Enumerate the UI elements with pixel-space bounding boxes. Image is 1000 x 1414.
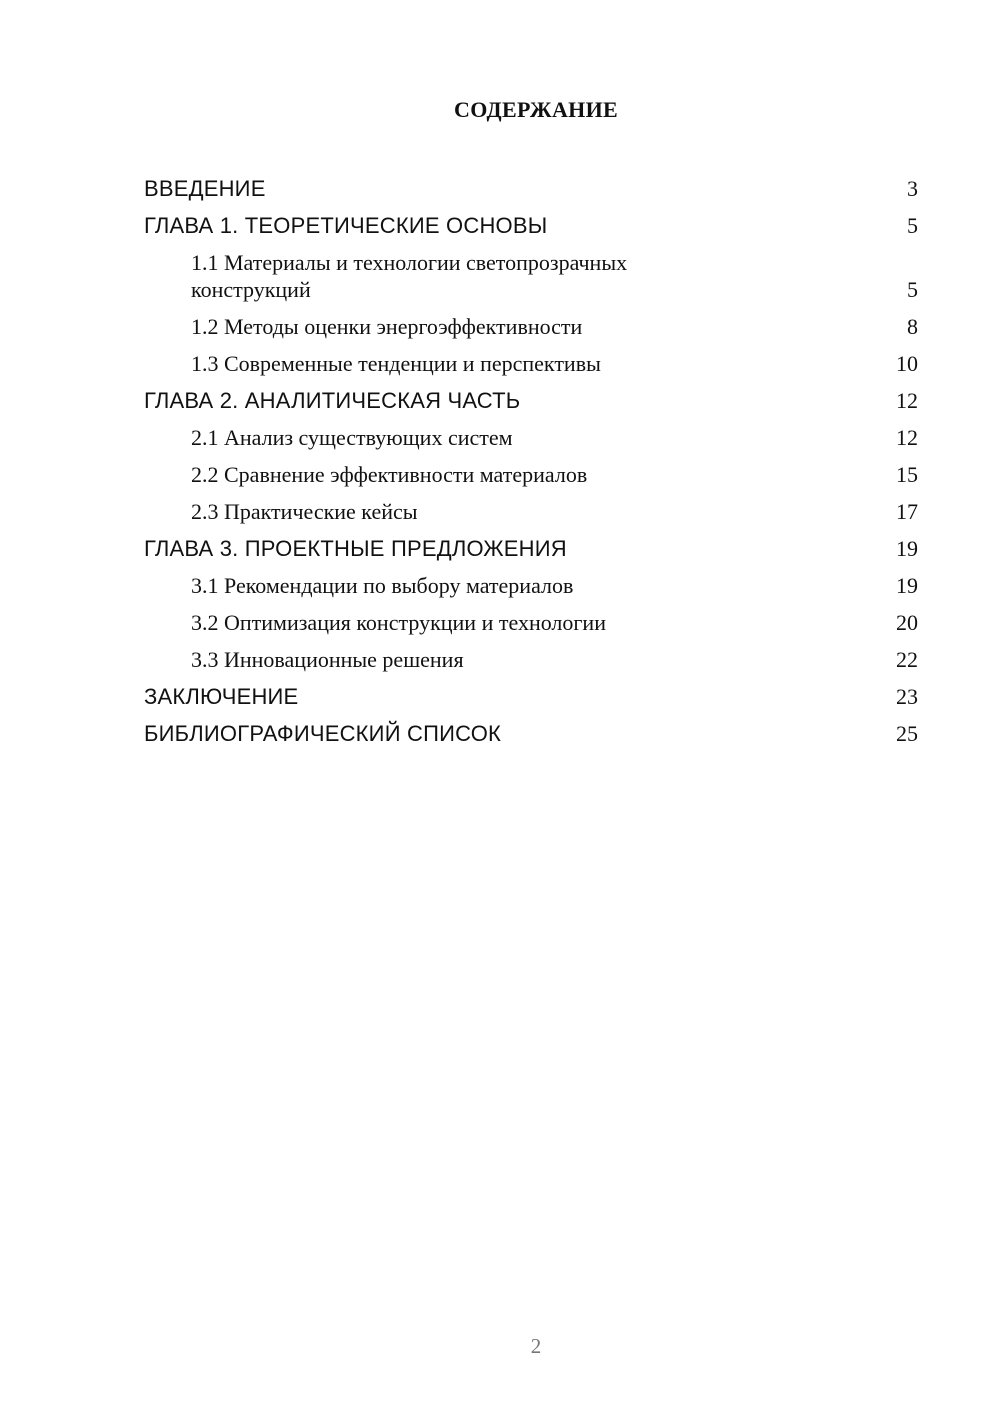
toc-entry[interactable] bbox=[144, 641, 918, 678]
toc-entry-label: 1.1 Материалы и технологии светопрозрачных конструкций bbox=[191, 250, 628, 302]
toc-entry-page: 3 bbox=[907, 176, 918, 201]
toc-entry-label: 1.3 Современные тенденции и перспективы bbox=[191, 351, 601, 376]
toc-entry-label: 1.2 Методы оценки энергоэффективности bbox=[191, 314, 583, 339]
toc-entry[interactable] bbox=[144, 170, 918, 207]
toc-entry[interactable] bbox=[144, 530, 918, 567]
toc-entry-page: 25 bbox=[896, 721, 918, 746]
toc-entry[interactable] bbox=[144, 345, 918, 382]
toc-entry-page: 19 bbox=[896, 573, 918, 598]
toc-entry[interactable] bbox=[144, 567, 918, 604]
toc-entry-page: 5 bbox=[907, 277, 918, 302]
page-number: 2 bbox=[530, 1334, 542, 1358]
toc-entry[interactable] bbox=[144, 382, 918, 419]
toc-entry-label: ГЛАВА 1. ТЕОРЕТИЧЕСКИЕ ОСНОВЫ bbox=[144, 213, 548, 238]
toc-entry-label: ГЛАВА 3. ПРОЕКТНЫЕ ПРЕДЛОЖЕНИЯ bbox=[144, 536, 567, 561]
toc-entry[interactable] bbox=[144, 456, 918, 493]
toc-entry-label: БИБЛИОГРАФИЧЕСКИЙ СПИСОК bbox=[144, 721, 502, 746]
toc-entry-page: 8 bbox=[907, 314, 918, 339]
toc-entry[interactable] bbox=[144, 244, 918, 308]
toc-entry-label: ВВЕДЕНИЕ bbox=[144, 176, 266, 201]
toc-entry-page: 12 bbox=[896, 388, 918, 413]
page-title: СОДЕРЖАНИЕ bbox=[454, 97, 618, 122]
toc-entry[interactable] bbox=[144, 493, 918, 530]
table-of-contents bbox=[144, 170, 918, 752]
toc-entry-label: 3.1 Рекомендации по выбору материалов bbox=[191, 573, 574, 598]
toc-entry-page: 5 bbox=[907, 213, 918, 238]
toc-entry[interactable] bbox=[144, 207, 918, 244]
toc-entry-label: 2.1 Анализ существующих систем bbox=[191, 425, 513, 450]
toc-entry-page: 22 bbox=[896, 647, 918, 672]
toc-entry[interactable] bbox=[144, 715, 918, 752]
toc-entry[interactable] bbox=[144, 604, 918, 641]
toc-entry-page: 17 bbox=[896, 499, 918, 524]
toc-entry-label: ЗАКЛЮЧЕНИЕ bbox=[144, 684, 299, 709]
toc-entry-page: 10 bbox=[896, 351, 918, 376]
toc-entry-page: 12 bbox=[896, 425, 918, 450]
toc-entry-page: 19 bbox=[896, 536, 918, 561]
toc-entry[interactable] bbox=[144, 678, 918, 715]
toc-entry-page: 15 bbox=[896, 462, 918, 487]
toc-entry-label: 3.2 Оптимизация конструкции и технологии bbox=[191, 610, 606, 635]
toc-entry-label: 2.3 Практические кейсы bbox=[191, 499, 418, 524]
toc-entry-page: 20 bbox=[896, 610, 918, 635]
toc-entry[interactable] bbox=[144, 308, 918, 345]
toc-entry-label: 3.3 Инновационные решения bbox=[191, 647, 464, 672]
toc-entry-page: 23 bbox=[896, 684, 918, 709]
toc-entry[interactable] bbox=[144, 419, 918, 456]
toc-entry-label: 2.2 Сравнение эффективности материалов bbox=[191, 462, 588, 487]
toc-entry-label: ГЛАВА 2. АНАЛИТИЧЕСКАЯ ЧАСТЬ bbox=[144, 388, 521, 413]
